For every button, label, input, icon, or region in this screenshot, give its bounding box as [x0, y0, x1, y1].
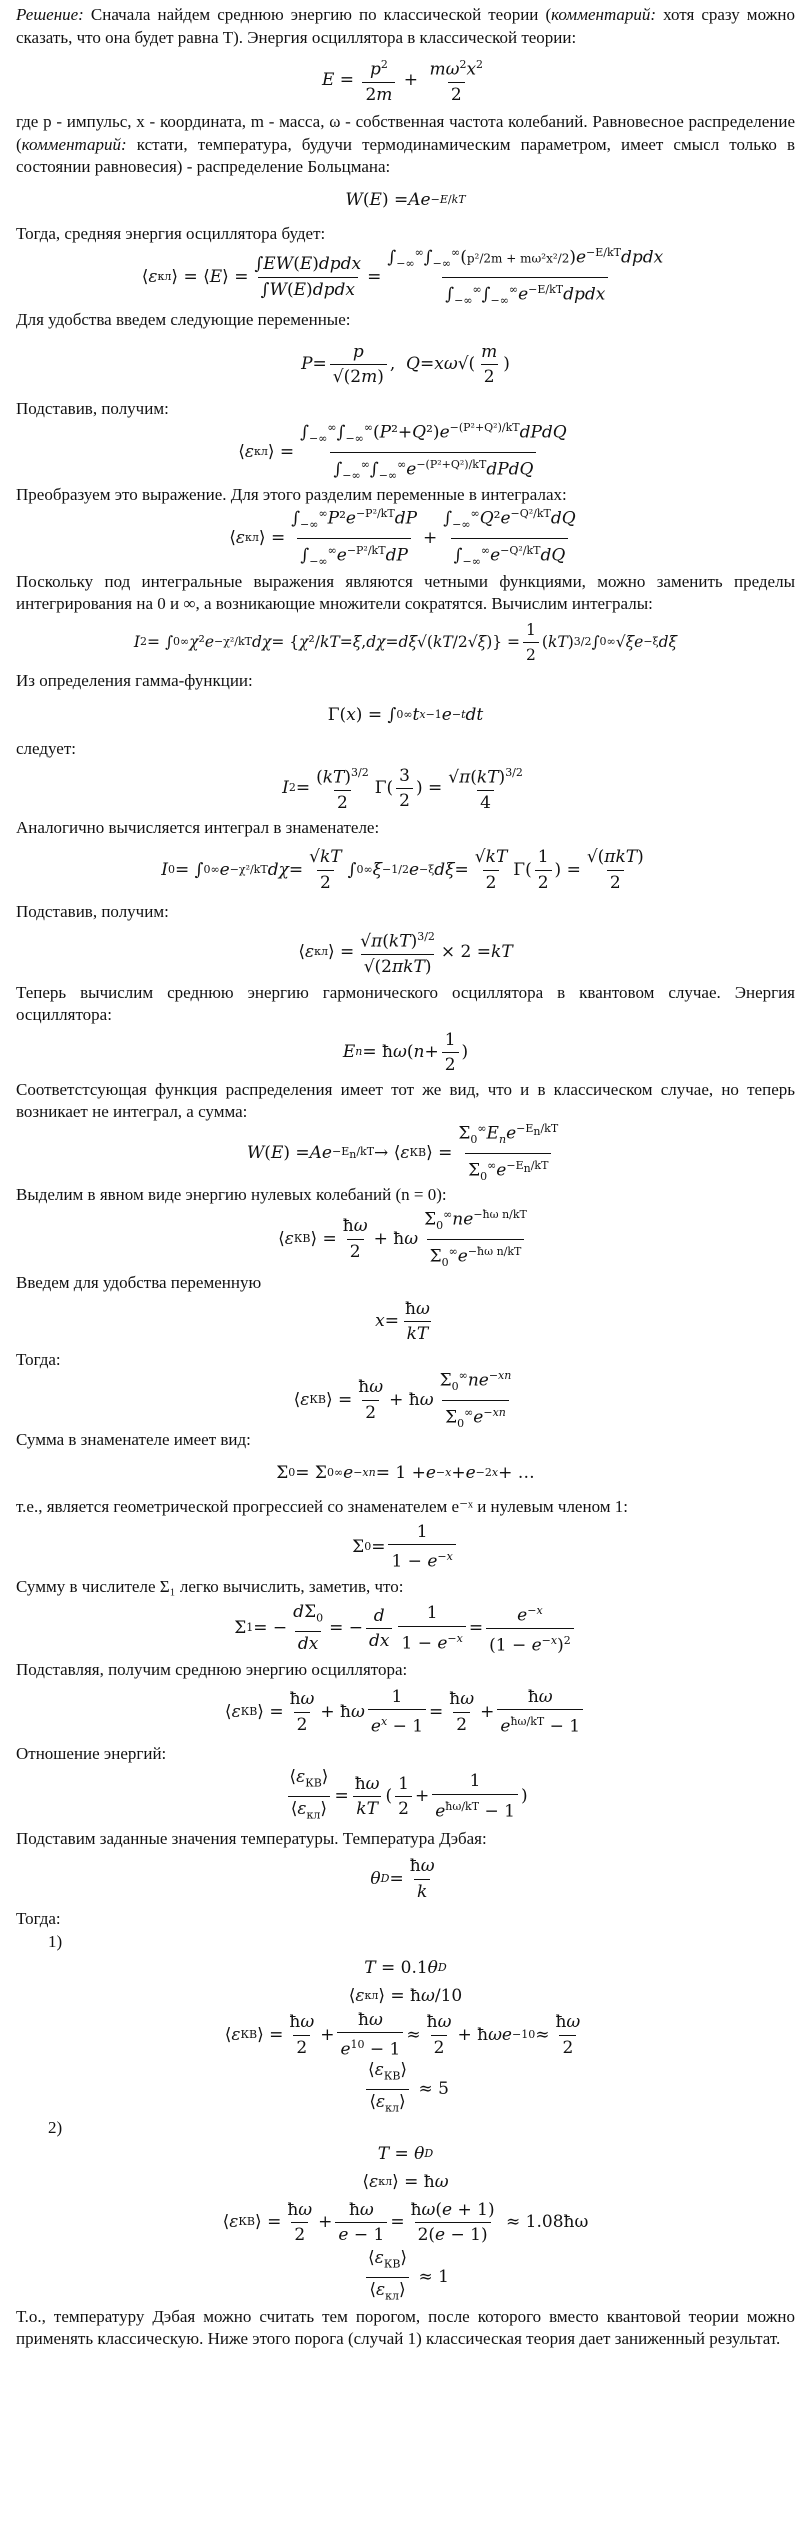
- paragraph-distribution-sum: Соответстсующая функция распределения имеет тот же вид, что и в классическом случае, но теперь возникает не интеграл, а сумма:: [16, 1079, 795, 1121]
- paragraph-substituting: Подставляя, получим среднюю энергию осциллятора:: [16, 1659, 408, 1679]
- eq-x-def: x = $\frac{ħ\omega}{kT}$: [375, 1298, 430, 1344]
- eq-mean-energy-classical: ⟨ ε кл ⟩ = ⟨ E ⟩ = $\frac{\text{∫EW(E)dpdx}}{\text{∫W(E)dpdx}}$ = $\frac{\int_{-\infty}^\infty\int_{-\infty}^\infty(p^2/2m + m\omega^2x^2/2)e^{-E/kT}dpdx}{\int_{-\infty}^\infty\int_{-\infty}^\infty e^{-E/kT}dpdx}$: [16, 245, 795, 309]
- paragraph-then: Тогда:: [16, 1349, 61, 1369]
- eq-case2-t: T = θ D: [377, 2144, 434, 2165]
- eq-classical-result: ⟨ ε кл ⟩ = $\frac{√\pi(kT)^{3/2}}{\text{√(2πkT)}}$ × 2 = kT: [298, 930, 513, 978]
- paragraph-substitute: Подставив, получим:: [16, 398, 169, 418]
- eq-separated: ⟨ ε кл ⟩ = $\frac{\int_{-\infty}^\infty P^2e^{-P^2/kT}dP}{\int_{-\infty}^\infty e^{-P^2/kT}dP}$ + $\frac{\int_{-\infty}^\infty Q^2e^{-Q^2/kT}dQ}{\int_{-\infty}^\infty e^{-Q^2/kT}dQ}$: [16, 507, 795, 571]
- eq-debye: θ D = $\frac{ħ\omega}{k}$: [370, 1856, 435, 1902]
- eq-quantum-result: ⟨ ε КВ ⟩ = $\frac{ħ\omega}{2}$ + ħ ω $\frac{1}{e^x - 1}$ = $\frac{ħ\omega}{2}$ + $\frac{ħ\omega}{e^{ħ\omega/kT} - 1}$: [16, 1681, 795, 1743]
- eq-case1-ratio: $\frac{⟨\varepsilon_{КВ}⟩}{⟨\varepsilon_{кл}⟩}$ ≈ 5: [16, 2061, 795, 2117]
- comment-label: комментарий:: [21, 134, 127, 154]
- eq-case1-classical: ⟨ ε кл ⟩ = ħ ω /10: [348, 1985, 463, 2006]
- paragraph-conclusion: Т.о., температуру Дэбая можно считать тем порогом, после которого вместо квантовой теории можно применять классическую. Ниже этого порога (случай 1) классическая теория дает заниженный результат.: [16, 2306, 795, 2348]
- approx-value: ≈ 1.08ħω: [506, 2212, 589, 2233]
- eq-sigma1: Σ 1 = − $\frac{d\Sigma_0}{dx}$ = − $\frac{d}{dx}$ $\frac{1}{1 - e^{-x}}$ = $\frac{e^{-x}}{(1 - e^{-x})^2}$: [16, 1599, 795, 1659]
- eq-case1-t: T = 0.1 θ D: [364, 1957, 447, 1978]
- paragraph-zero-point: Выделим в явном виде энергию нулевых колебаний (n = 0):: [16, 1184, 447, 1204]
- paragraph-debye: Подставим заданные значения температуры. Температура Дэбая:: [16, 1828, 487, 1848]
- paragraph-substitute-2: Подставив, получим:: [16, 902, 169, 921]
- eq-quantum-energy: E n = ħ ω ( n + $\frac{1}{2}$ ): [342, 1029, 469, 1075]
- case-1-label: 1): [48, 1931, 63, 1951]
- eq-sigma0: Σ 0 = $\frac{1}{1 - e^{-x}}$: [16, 1518, 795, 1576]
- eq-sigma0-series: Σ 0 = Σ 0 ∞ e −xn = 1 + e −x + e −2x + …: [276, 1463, 535, 1484]
- case-2-label: 2): [48, 2118, 63, 2137]
- text: где p - импульс, x - координата, m - масса, ω - собственная частота колебаний. Равновесное распределение (: [16, 112, 795, 154]
- eq-zero-point: ⟨ ε КВ ⟩ = $\frac{ħ\omega}{2}$ + ħ ω $\frac{\Sigma_0^\infty ne^{-ħ\omega n/kT}}{\Sigma_0^\infty e^{-ħ\omega n/kT}}$: [16, 1206, 795, 1272]
- paragraph-mean-energy: Тогда, средняя энергия осциллятора будет:: [16, 223, 326, 243]
- eq-case2-ratio: $\frac{⟨\varepsilon_{КВ}⟩}{⟨\varepsilon_{кл}⟩}$ ≈ 1: [16, 2250, 795, 2306]
- paragraph-gamma-def: Из определения гамма-функции:: [16, 670, 253, 690]
- eq-case2-quantum: ⟨ ε КВ ⟩ = $\frac{ħ\omega}{2}$ + $\frac{ħ\omega}{e - 1}$ = $\frac{ħ\omega(e + 1)}{2(e - 1)}$ ≈ 1.08ħω: [222, 2199, 589, 2245]
- eq-energy-classical: E = $\frac{p^2}{2m}$ + $\frac{m\omega^2x^2}{2}$: [321, 57, 484, 105]
- eq-mean-energy-pq: ⟨ ε кл ⟩ = $\frac{\int_{-\infty}^\infty\int_{-\infty}^\infty(P^2+Q^2)e^{-(P^2+Q^2)/kT}dPdQ}{\int_{-\infty}^\infty\int_{-\infty}^\infty e^{-(P^2+Q^2)/kT}dPdQ}$: [16, 420, 795, 484]
- paragraph-ratio: Отношение энергий:: [16, 1744, 167, 1763]
- eq-boltzmann: W ( E ) = Ae −E/kT: [345, 190, 466, 211]
- comment-label: комментарий:: [551, 5, 657, 24]
- eq-case1-quantum: ⟨ ε КВ ⟩ = $\frac{ħ\omega}{2}$ + $\frac{ħ\omega}{e^{10} - 1}$ ≈ $\frac{ħ\omega}{2}$ + ħ ωe −10 ≈ $\frac{ħ\omega}{2}$: [224, 2009, 581, 2060]
- intro-text: Сначала найдем среднюю энергию по классической теории (: [83, 5, 552, 24]
- paragraph-intro: [16, 4, 795, 49]
- eq-case2-classical: ⟨ ε кл ⟩ = ħ ω: [362, 2172, 449, 2193]
- eq-ratio: $\frac{⟨\varepsilon_{КВ}⟩}{⟨\varepsilon_{кл}⟩}$ = $\frac{ħ\omega}{kT}$ ( $\frac{1}{2}$ + $\frac{1}{e^{ħ\omega/kT} - 1}$ ): [16, 1766, 795, 1828]
- eq-new-variables: P = $\frac{p}{√(2m)}$ , Q = xω √( $\frac{m}{2}$ ): [301, 341, 510, 387]
- ratio-value-1: ≈ 5: [418, 2078, 449, 2099]
- eq-i2-result: I 2 = $\frac{(kT)^{3/2}}{2}$ Γ( $\frac{3}{2}$ ) = $\frac{√\pi(kT)^{3/2}}{4}$: [282, 765, 523, 814]
- ratio-value-2: ≈ 1: [418, 2267, 449, 2288]
- paragraph-denominator-sum: Сумма в знаменателе имеет вид:: [16, 1430, 251, 1449]
- paragraph-geometric: т.е., является геометрической прогрессией со знаменателем e⁻ˣ и нулевым членом 1:: [16, 1496, 628, 1516]
- paragraph-sigma1: Сумму в числителе Σ₁ легко вычислить, заметив, что:: [16, 1577, 404, 1596]
- paragraph-then-2: Тогда:: [16, 1909, 61, 1928]
- intro-text-2: хотя сразу можно сказать, что она будет равна T). Энергия осциллятора в классической теории:: [16, 5, 795, 47]
- paragraph-quantum: Теперь вычислим среднюю энергию гармонического осциллятора в квантовом случае. Энергия осциллятора:: [16, 982, 795, 1024]
- solution-label: Решение:: [16, 5, 84, 24]
- eq-gamma: Γ( x ) = ∫ 0 ∞ t x−1 e −t dt: [327, 704, 484, 725]
- eq-quantum-distribution: W ( E ) = Ae $-E_n/kT$ → ⟨ ε КВ ⟩ = $\frac{\Sigma_0^\infty E_ne^{-E_n/kT}}{\Sigma_0^\infty e^{-E_n/kT}}$: [16, 1124, 795, 1184]
- text: кстати, температура, будучи термодинамическим параметром, имеет смысл только в состоянии равновесия) - распределение Больцмана:: [16, 134, 795, 176]
- paragraph-separate: Преобразуем это выражение. Для этого разделим переменные в интегралах:: [16, 485, 567, 504]
- paragraph-variables: Для удобства введем следующие переменные:: [16, 310, 351, 329]
- eq-mean-x: ⟨ ε КВ ⟩ = $\frac{ħ\omega}{2}$ + ħ ω $\frac{\Sigma_0^\infty ne^{-xn}}{\Sigma_0^\infty e^{-xn}}$: [16, 1371, 795, 1429]
- paragraph-boltzmann: [16, 111, 795, 179]
- eq-integral-i2: I 2 = ∫ 0 ∞ χ ² e −χ²/kT dχ = { χ ²/ kT = ξ , dχ = dξ √( kT /2√ ξ )} = $\frac{1}{2}$ ( kT ) 3/2 ∫ 0 ∞ √ ξ e −ξ dξ: [16, 616, 795, 670]
- paragraph-even-functions: Поскольку под интегральные выражения являются четными функциями, можно заменить пределы интегрирования на 0 и ∞, а возникающие множители сократятся. Вычислим интегралы:: [16, 571, 795, 613]
- eq-i0: I 0 = ∫ 0 ∞ e −χ²/kT dχ = $\frac{√kT}{2}$ ∫ 0 ∞ ξ −1/2 e −ξ dξ = $\frac{√kT}{2}$ Γ( $\frac{1}{2}$ ) = $\frac{\text{√(πkT)}}{2}$: [161, 847, 644, 893]
- paragraph-introduce-x: Введем для удобства переменную: [16, 1273, 262, 1292]
- paragraph-follows: следует:: [16, 739, 76, 758]
- paragraph-denominator: Аналогично вычисляется интеграл в знаменателе:: [16, 817, 380, 837]
